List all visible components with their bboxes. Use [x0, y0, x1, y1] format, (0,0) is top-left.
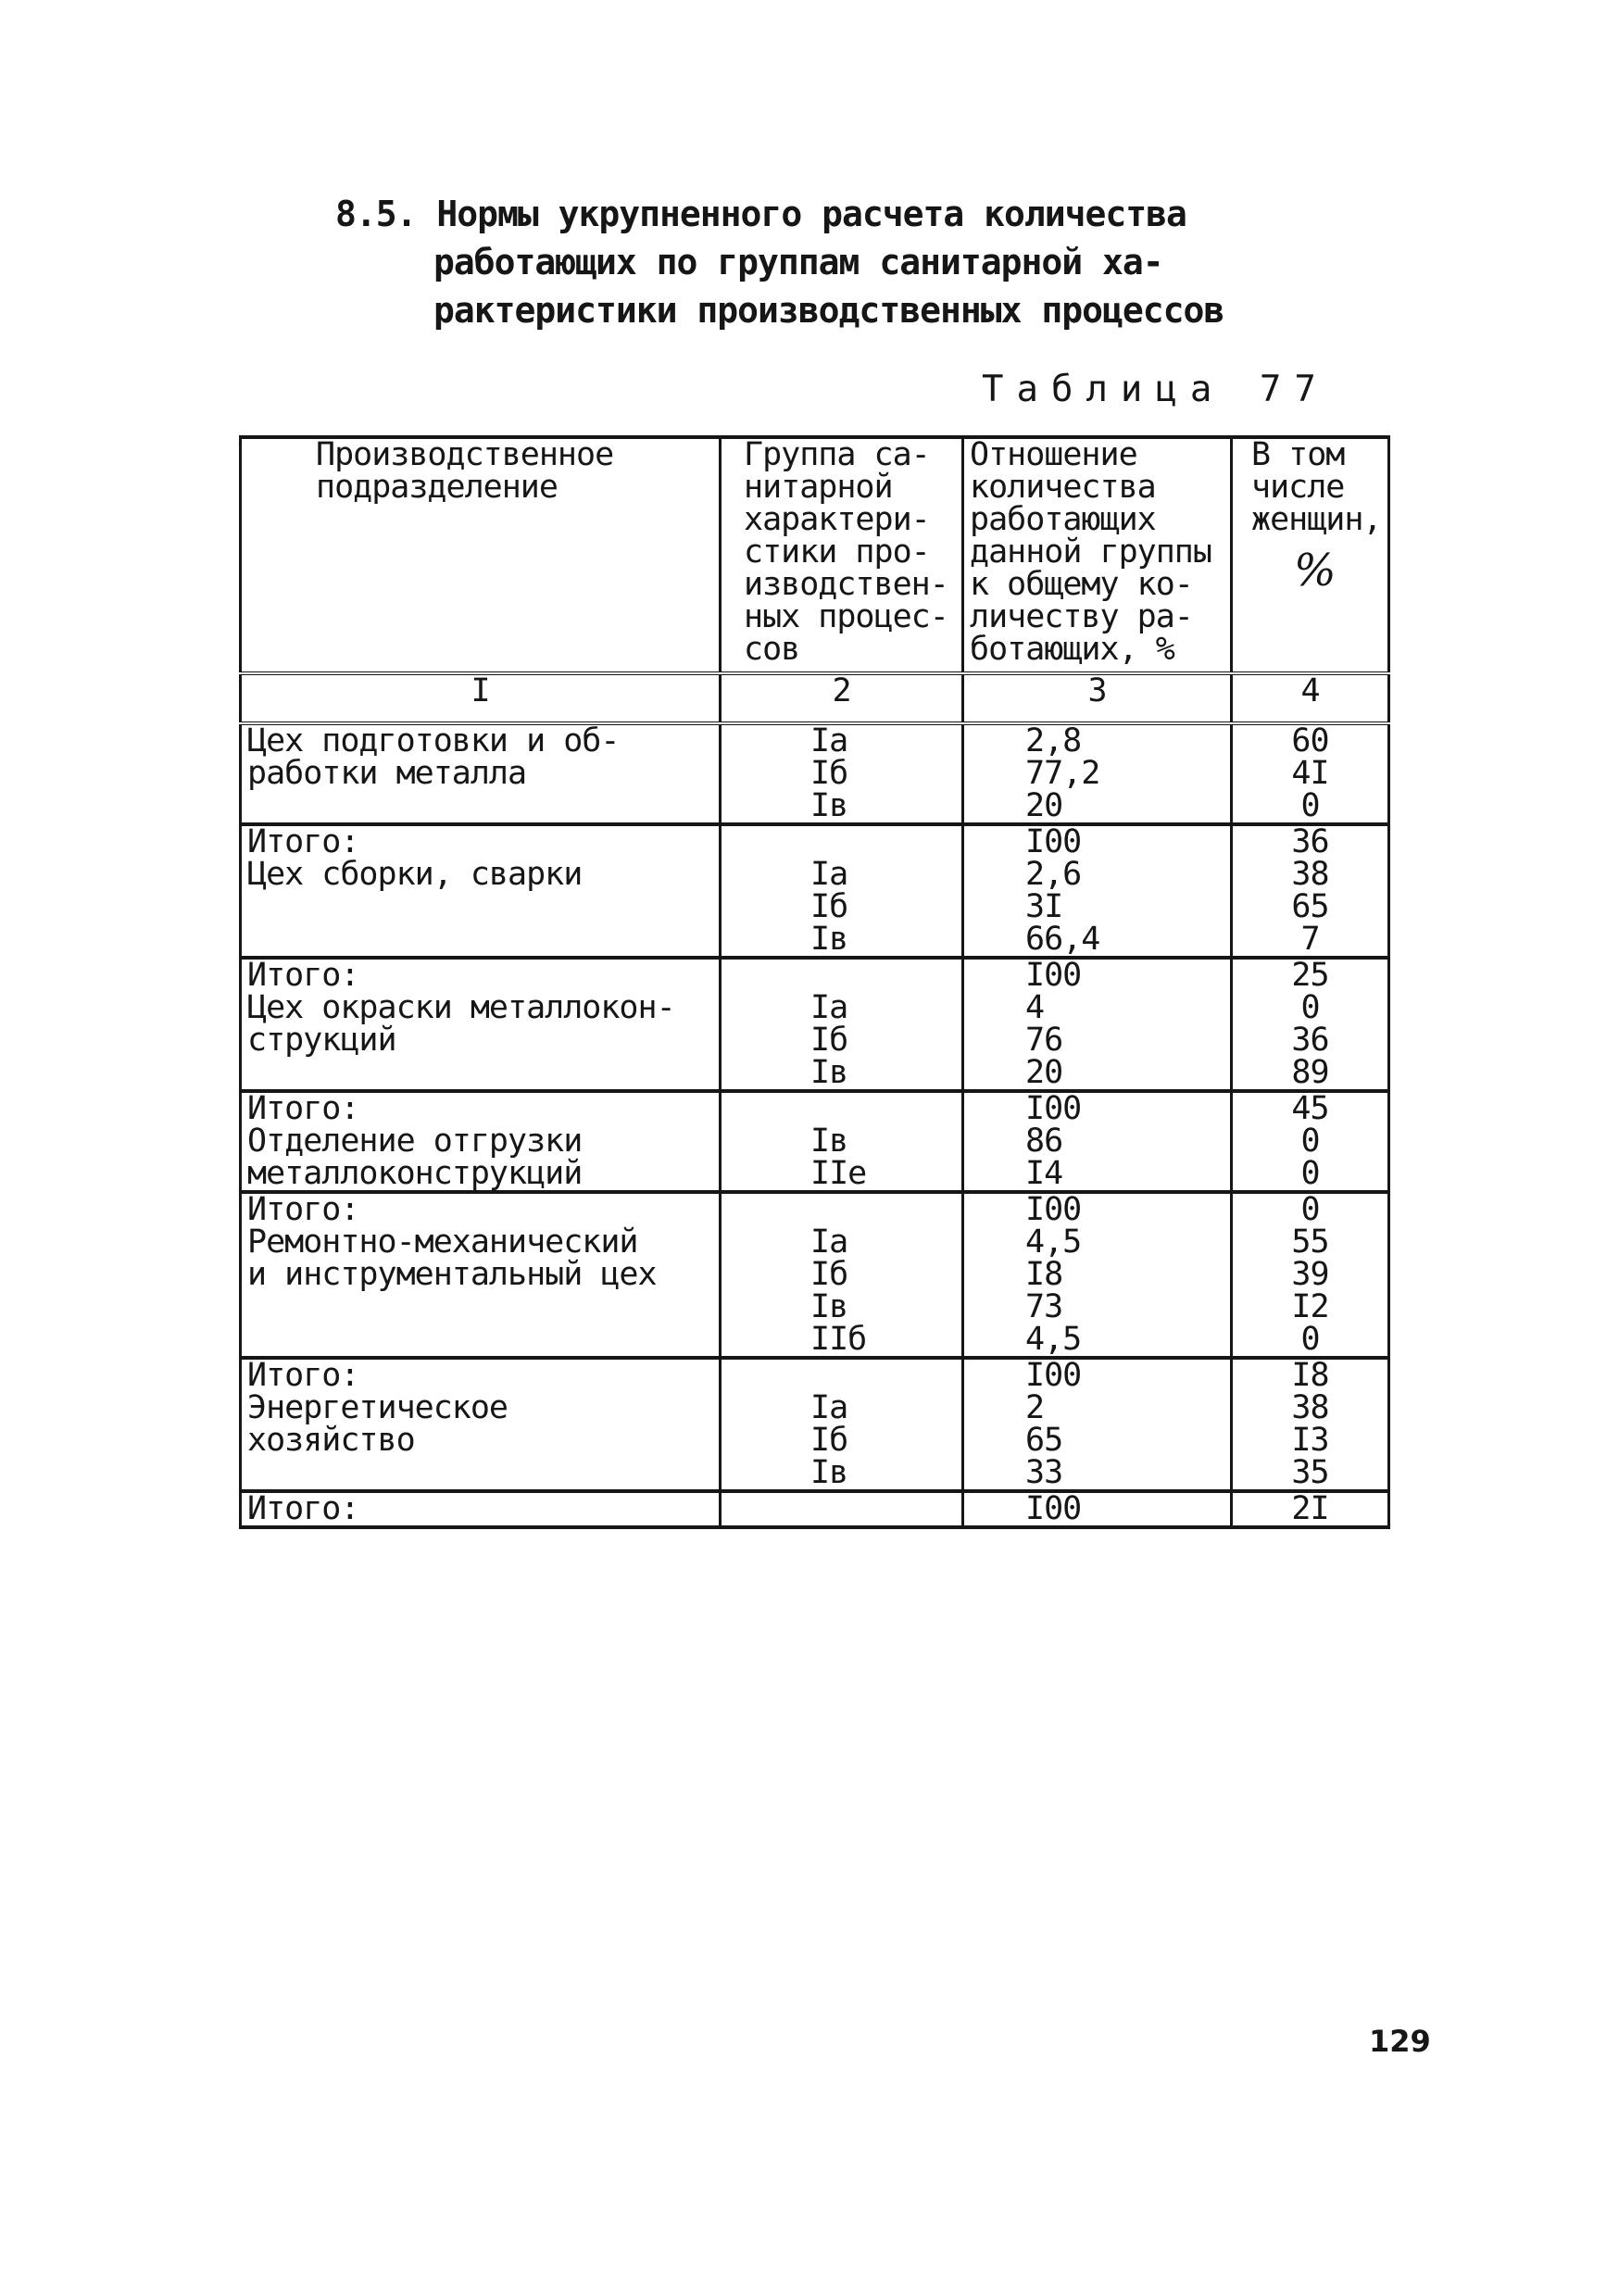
page-number: 129 — [1369, 2024, 1431, 2059]
division-name-line: Ремонтно-механический — [247, 1223, 638, 1261]
sanitary-group-codes-line: Ia — [810, 1389, 848, 1426]
women-shares-line: 4I — [1291, 755, 1329, 792]
women-shares-line: 0 — [1300, 1155, 1320, 1192]
sanitary-group-codes-line: Iв — [810, 921, 848, 958]
division-name-line: и инструментальный цех — [247, 1256, 657, 1293]
worker-shares-line: 86 — [1025, 1123, 1063, 1160]
sanitary-group-codes-line: Iб — [810, 755, 848, 792]
total-row — [241, 958, 1389, 992]
column-number: 2 — [721, 673, 963, 723]
sanitary-group-codes-line: Ia — [810, 722, 848, 759]
women-shares-line: 89 — [1291, 1054, 1329, 1091]
worker-shares-line: I4 — [1025, 1155, 1063, 1192]
column-number-row — [241, 673, 1389, 723]
women-shares-line: 7 — [1300, 921, 1320, 958]
norms-table — [239, 435, 1390, 1529]
women-shares-line: 0 — [1300, 787, 1320, 824]
total-label: Итого: — [241, 1192, 721, 1226]
total-women: I8 — [1232, 1358, 1389, 1392]
division-name — [241, 1223, 721, 1358]
worker-shares-line: 73 — [1025, 1288, 1063, 1325]
column-number: 4 — [1232, 673, 1389, 723]
total-share: I00 — [963, 1192, 1232, 1226]
worker-shares-line: 4 — [1025, 989, 1045, 1026]
total-label: Итого: — [241, 958, 721, 992]
sanitary-group-codes-line: Ia — [810, 989, 848, 1026]
women-shares — [1232, 1389, 1389, 1491]
women-shares-line: 38 — [1291, 856, 1329, 893]
women-shares — [1232, 723, 1389, 824]
total-empty-cell — [721, 1491, 963, 1527]
sanitary-group-codes-line: Iв — [810, 1123, 848, 1160]
total-label: Итого: — [241, 824, 721, 859]
sanitary-group-codes-line: IIe — [810, 1155, 867, 1192]
worker-shares-line: 4,5 — [1025, 1223, 1082, 1261]
table-header-row — [241, 437, 1389, 673]
women-shares-line: 36 — [1291, 1022, 1329, 1059]
percent-sign: % — [1294, 545, 1336, 596]
division-name — [241, 1389, 721, 1491]
total-women: 2I — [1232, 1491, 1389, 1527]
heading-line-2: работающих по группам санитарной ха- — [433, 242, 1163, 282]
sanitary-group-codes-line: Iб — [810, 1022, 848, 1059]
women-shares-line: 65 — [1291, 888, 1329, 925]
division-name-line: Цех сборки, сварки — [247, 856, 583, 893]
sanitary-group-codes-line: IIб — [810, 1321, 867, 1358]
total-women: 36 — [1232, 824, 1389, 859]
total-share: I00 — [963, 1091, 1232, 1125]
worker-shares-line: 20 — [1025, 1054, 1063, 1091]
women-shares-line: 38 — [1291, 1389, 1329, 1426]
worker-shares — [963, 856, 1232, 958]
women-shares-line: 35 — [1291, 1454, 1329, 1491]
worker-shares-line: 2,6 — [1025, 856, 1082, 893]
table-row — [241, 1392, 1389, 1491]
sanitary-group-codes-line: Iв — [810, 787, 848, 824]
total-women: 45 — [1232, 1091, 1389, 1125]
header-women-share: В том числе женщин, % — [1232, 437, 1389, 673]
women-shares-line: I2 — [1291, 1288, 1329, 1325]
total-women: 25 — [1232, 958, 1389, 992]
total-empty-cell — [721, 1358, 963, 1392]
total-label: Итого: — [241, 1491, 721, 1527]
division-name-line: Энергетическое — [247, 1389, 508, 1426]
women-shares-line: 55 — [1291, 1223, 1329, 1261]
women-shares — [1232, 1125, 1389, 1192]
total-share: I00 — [963, 958, 1232, 992]
worker-shares-line: 33 — [1025, 1454, 1063, 1491]
column-number: 3 — [963, 673, 1232, 723]
total-row — [241, 824, 1389, 859]
heading-line-1: 8.5. Нормы укрупненного расчета количества — [335, 194, 1186, 234]
division-name — [241, 723, 721, 824]
header-worker-ratio: Отношение количества работающих данной группы к общему ко- личеству ра- ботающих, % — [963, 437, 1232, 673]
worker-shares-line: 4,5 — [1025, 1321, 1082, 1358]
total-women: 0 — [1232, 1192, 1389, 1226]
table-row — [241, 992, 1389, 1091]
sanitary-group-codes — [721, 723, 963, 824]
sanitary-group-codes — [721, 989, 963, 1091]
total-label: Итого: — [241, 1358, 721, 1392]
column-number: I — [241, 673, 721, 723]
sanitary-group-codes-line: Ia — [810, 1223, 848, 1261]
division-name-line: струкций — [247, 1022, 396, 1059]
worker-shares-line: 77,2 — [1025, 755, 1100, 792]
worker-shares — [963, 1125, 1232, 1192]
header-division: Производственное подразделение — [241, 437, 721, 673]
worker-shares — [963, 989, 1232, 1091]
worker-shares — [963, 1223, 1232, 1358]
division-name — [241, 1125, 721, 1192]
table-row — [241, 859, 1389, 958]
worker-shares-line: 2 — [1025, 1389, 1045, 1426]
sanitary-group-codes-line: Iб — [810, 1422, 848, 1459]
total-empty-cell — [721, 1192, 963, 1226]
women-shares — [1232, 1223, 1389, 1358]
worker-shares-line: 65 — [1025, 1422, 1063, 1459]
division-name-line: Цех подготовки и об- — [247, 722, 620, 759]
sanitary-group-codes-line: Iв — [810, 1454, 848, 1491]
total-empty-cell — [721, 824, 963, 859]
total-row — [241, 1491, 1389, 1527]
women-shares-line: 0 — [1300, 989, 1320, 1026]
worker-shares — [963, 723, 1232, 824]
worker-shares-line: 3I — [1025, 888, 1063, 925]
division-name — [241, 856, 721, 958]
total-row — [241, 1192, 1389, 1226]
total-row — [241, 1091, 1389, 1125]
sanitary-group-codes — [721, 1125, 963, 1192]
division-name-line: металлоконструкций — [247, 1155, 583, 1192]
worker-shares-line: 66,4 — [1025, 921, 1100, 958]
total-row — [241, 1358, 1389, 1392]
women-shares-line: I3 — [1291, 1422, 1329, 1459]
table-caption: Таблица 77 — [982, 369, 1329, 410]
worker-shares — [963, 1389, 1232, 1491]
women-shares-line: 39 — [1291, 1256, 1329, 1293]
sanitary-group-codes — [721, 856, 963, 958]
sanitary-group-codes-line: Iб — [810, 888, 848, 925]
division-name-line: хозяйство — [247, 1422, 415, 1459]
women-shares — [1232, 856, 1389, 958]
table-row — [241, 1226, 1389, 1358]
sanitary-group-codes-line: Ia — [810, 856, 848, 893]
sanitary-group-codes-line: Iв — [810, 1288, 848, 1325]
table-row — [241, 1125, 1389, 1192]
division-name — [241, 989, 721, 1091]
worker-shares-line: 20 — [1025, 787, 1063, 824]
total-share: I00 — [963, 1358, 1232, 1392]
division-name-line: Отделение отгрузки — [247, 1123, 583, 1160]
sanitary-group-codes-line: Iб — [810, 1256, 848, 1293]
women-shares — [1232, 989, 1389, 1091]
worker-shares-line: 2,8 — [1025, 722, 1082, 759]
women-shares-line: 0 — [1300, 1321, 1320, 1358]
total-empty-cell — [721, 958, 963, 992]
total-share: I00 — [963, 824, 1232, 859]
header-sanitary-group: Группа са- нитарной характери- стики про- изводствен- ных процес- сов — [721, 437, 963, 673]
sanitary-group-codes — [721, 1389, 963, 1491]
section-heading — [335, 190, 1224, 334]
sanitary-group-codes — [721, 1223, 963, 1358]
total-share: I00 — [963, 1491, 1232, 1527]
worker-shares-line: 76 — [1025, 1022, 1063, 1059]
division-name-line: Цех окраски металлокон- — [247, 989, 675, 1026]
division-name-line: работки металла — [247, 755, 527, 792]
women-shares-line: 60 — [1291, 722, 1329, 759]
total-empty-cell — [721, 1091, 963, 1125]
total-label: Итого: — [241, 1091, 721, 1125]
sanitary-group-codes-line: Iв — [810, 1054, 848, 1091]
table-row — [241, 723, 1389, 824]
worker-shares-line: I8 — [1025, 1256, 1063, 1293]
heading-line-3: рактеристики производственных процессов — [433, 290, 1224, 331]
women-shares-line: 0 — [1300, 1123, 1320, 1160]
